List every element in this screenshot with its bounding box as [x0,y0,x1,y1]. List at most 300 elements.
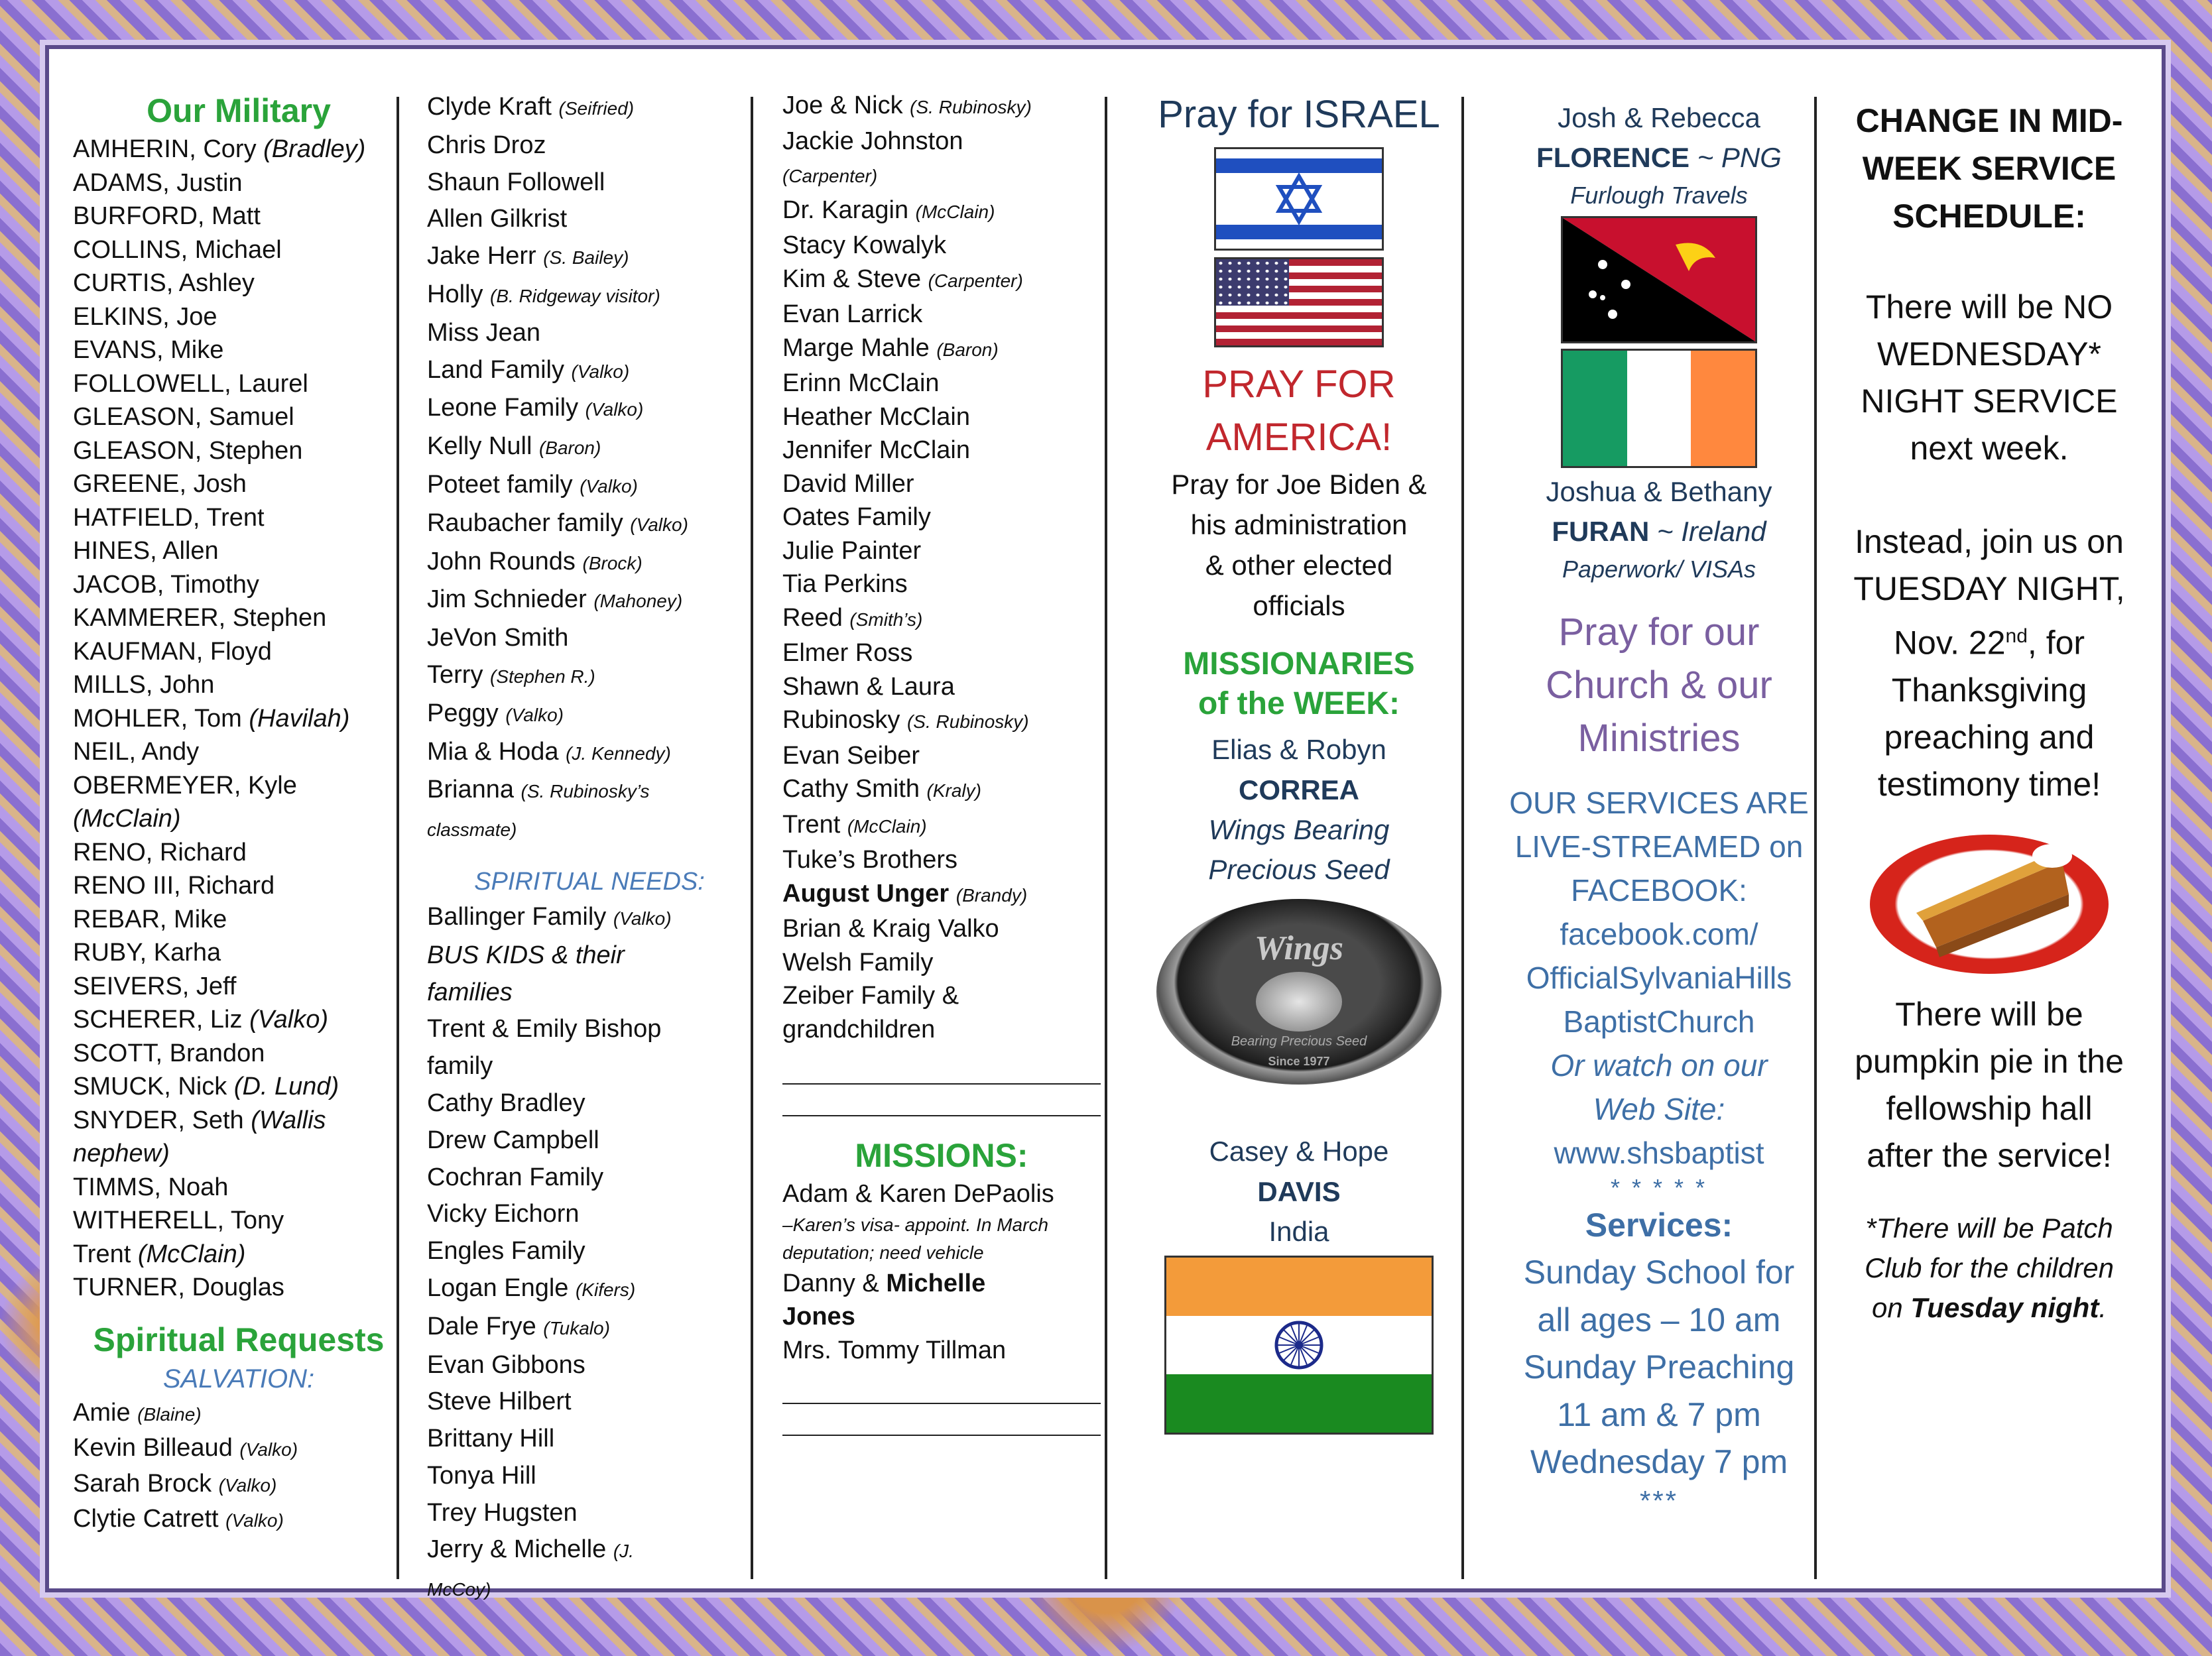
list-item [73,1431,404,1467]
text-line: NIGHT SERVICE [1861,383,2118,420]
badge-top-text: Wings [1255,929,1343,967]
florence-names: Josh & Rebecca [1558,102,1760,133]
list-item-name: OBERMEYER, Kyle [73,771,297,799]
list-item-name: Ballinger Family [427,902,613,931]
list-item [427,1270,752,1309]
list-item [73,1204,404,1238]
text-line: all ages – 10 am [1537,1301,1781,1338]
list-item [782,263,1101,298]
list-item [782,877,1101,913]
list-item [782,89,1101,125]
text-line: Ministries [1577,717,1741,760]
list-item-note: (McClain) [73,805,181,833]
florence-surname: FLORENCE [1536,142,1690,173]
list-item-name: Logan Engle [427,1273,576,1302]
list-item-name: SEIVERS, Jeff [73,972,237,1000]
list-item [427,428,752,467]
list-item [73,1070,404,1104]
list-item-name: AMHERIN, Cory [73,135,264,163]
israel-america-column [1123,91,1475,1562]
text-line: There will be NO [1865,288,2113,325]
text-line: OfficialSylvaniaHills [1526,961,1792,995]
bulletin-page [49,49,2162,1600]
list-item-note: (Stephen R.) [490,666,595,687]
list-item-name: Brittany Hill [427,1425,555,1453]
list-item [73,970,404,1004]
list-item-name: Chris Droz [427,131,546,159]
list-item-note: nephew) [73,1140,170,1167]
furan-note: Paperwork/ VISAs [1562,556,1756,583]
list-item-name: families [427,978,513,1006]
list-item-name: Trent & Emily Bishop [427,1015,662,1043]
list-item [782,434,1101,467]
list-item-name: Vicky Eichorn [427,1200,580,1228]
military-title: Our Military [147,92,331,129]
list-item-note: (Havilah) [249,704,350,733]
list-item [782,1013,1101,1047]
list-item [427,657,752,695]
schedule-change-title [1837,97,2142,240]
list-item-name: Kelly Null [427,432,539,461]
list-item [73,1171,404,1205]
list-item-name: Kevin Billeaud [73,1434,240,1462]
list-item [782,979,1101,1013]
png-flag [1561,216,1757,343]
pray-america-2: AMERICA! [1205,416,1392,459]
list-item-name: Rubinosky [782,706,907,734]
list-item [427,772,752,810]
list-item-name: TURNER, Douglas [73,1273,284,1301]
furan-surname: FURAN [1552,516,1650,547]
missionaries-services-column [1487,98,1831,1562]
note-bold: Tuesday night [1910,1291,2099,1323]
list-item [427,89,752,127]
list-item-note: (Brandy) [955,884,1028,906]
list-item-note: (Brock) [582,552,643,573]
tuesday-date-tail: , for [2027,624,2085,662]
florence-place: ~ PNG [1690,142,1782,173]
davis-names: Casey & Hope [1209,1136,1389,1167]
text-line: Web Site: [1593,1092,1725,1126]
text-line: Sunday School for [1523,1254,1795,1291]
missions-title: MISSIONS: [855,1137,1028,1174]
mission-jones-last: Jones [782,1303,855,1331]
list-item [73,1396,404,1432]
list-item-note: (Seifried) [558,98,635,119]
list-item [782,331,1101,367]
list-item [73,1003,404,1037]
list-item [427,975,752,1012]
list-item-name: Shawn & Laura [782,672,955,701]
list-item-name: Erinn McClain [782,369,940,397]
list-item [73,501,404,535]
list-item-note: (Valko) [571,361,630,382]
list-item-note: (S. Bailey) [543,247,629,268]
list-item [427,1309,752,1347]
badge-mid-text: Bearing Precious Seed [1231,1034,1367,1049]
text-line: Instead, join us on [1855,523,2124,560]
list-item [427,276,752,315]
column-divider [751,97,753,1579]
list-item-name: Welsh Family [782,948,934,976]
list-item-note: (Valko) [585,399,644,420]
list-item-name: Jake Herr [427,242,544,270]
column-divider [1105,97,1107,1579]
list-item [427,695,752,734]
list-item-note: (Carpenter) [928,270,1023,291]
list-item [427,238,752,276]
blank-line [782,1408,1101,1436]
list-item-name: KAUFMAN, Floyd [73,637,272,666]
list-item-note: (McClain) [915,201,995,222]
list-item-name: HINES, Allen [73,537,219,565]
list-item-name: Land Family [427,355,572,384]
list-item-name: Kim & Steve [782,265,928,293]
list-item-name: David Miller [782,469,914,498]
column-divider [397,97,399,1579]
list-item [427,505,752,544]
usa-canton [1216,259,1289,306]
list-item-name: Mia & Hoda [427,737,566,766]
list-item [427,1384,752,1421]
list-item [427,390,752,428]
end-stars: *** [1639,1484,1679,1516]
list-item-note: (Blaine) [137,1403,202,1425]
list-item-name: TIMMS, Noah [73,1173,229,1201]
list-item [427,1159,752,1197]
list-item [73,769,404,803]
mission-depaolis-note: –Karen’s visa- appoint. In March [782,1214,1049,1235]
wings-line-2: Precious Seed [1208,854,1390,885]
list-item-name: Drew Campbell [427,1126,599,1154]
list-item-name: Cochran Family [427,1163,604,1191]
list-item-name: Shaun Followell [427,168,605,196]
list-item [782,703,1101,739]
text-line: pumpkin pie in the [1855,1042,2124,1080]
list-item-note: (D. Lund) [233,1073,339,1100]
list-item [73,802,404,836]
text-line: WEEK SERVICE [1862,150,2117,187]
list-item [782,158,1101,194]
correa-surname: CORREA [1238,774,1359,805]
list-item [73,903,404,937]
list-item [782,601,1101,637]
list-item-name: COLLINS, Michael [73,235,282,264]
list-item-name: Clytie Catrett [73,1505,226,1533]
list-item [73,601,404,635]
list-item [73,1271,404,1305]
list-item-name: KAMMERER, Stephen [73,604,327,632]
list-item [73,300,404,334]
list-item-name: Trent [782,810,847,839]
list-item-name: August Unger [782,879,956,908]
text-line: FACEBOOK: [1571,873,1747,908]
list-item [427,1458,752,1495]
list-item-name: grandchildren [782,1015,936,1043]
list-item-name: Marge Mahle [782,333,937,362]
no-wednesday-notice [1837,284,2142,472]
list-item [73,166,404,200]
list-item-name: Tuke’s Brothers [782,846,957,874]
list-item-name: NEIL, Andy [73,738,200,766]
pie-slice-icon [1863,821,2115,980]
list-item [73,133,404,166]
list-item-name: Engles Family [427,1237,585,1266]
list-item-name: Joe & Nick [782,91,910,119]
list-item-name: SNYDER, Seth [73,1106,251,1134]
salvation-list [73,1396,404,1538]
list-item-name: Zeiber Family & [782,982,959,1010]
list-item [73,400,404,434]
text-line: 11 am & 7 pm [1557,1395,1761,1433]
list-item [782,367,1101,400]
spiritual-requests-title: Spiritual Requests [93,1321,385,1358]
list-item [427,581,752,620]
military-column [73,89,404,1562]
list-item-name: Brian & Kraig Valko [782,915,999,943]
text-line: Thanksgiving [1891,671,2087,709]
column-divider [1461,97,1464,1579]
wings-badge-logo [1156,899,1442,1085]
list-item-name: BUS KIDS & their [427,941,625,969]
list-item-note: (J. Kennedy) [566,742,671,764]
list-item-name: Jackie Johnston [782,127,963,155]
list-item-name: Sarah Brock [73,1469,219,1498]
list-item [427,734,752,772]
list-item-name: Poteet family [427,470,580,499]
list-item-name: GLEASON, Stephen [73,436,303,465]
list-item-name: REBAR, Mike [73,905,227,933]
text-line: testimony time! [1877,765,2101,803]
list-item [427,1048,752,1085]
list-item [73,1238,404,1272]
list-item [73,434,404,468]
list-item [427,937,752,975]
list-item [427,1122,752,1159]
list-item-name: Trey Hugsten [427,1498,578,1527]
list-item-name: Clyde Kraft [427,93,559,121]
list-item-name: Holly [427,280,491,308]
list-item-name: Miss Jean [427,318,541,347]
pumpkin-pie-image [1863,821,2115,980]
list-item-name: GREENE, Josh [73,470,247,498]
list-item [73,1467,404,1503]
list-item [782,125,1101,158]
wings-line-1: Wings Bearing [1208,814,1390,845]
list-item [427,164,752,202]
text-line: TUESDAY NIGHT, [1853,570,2125,607]
list-item [73,702,404,736]
list-item-note: (Valko) [218,1474,277,1496]
list-item-name: Jim Schnieder [427,585,594,614]
mission-depaolis-note: deputation; need vehicle [782,1242,984,1263]
list-item-note: (McClain) [847,815,927,837]
text-line: facebook.com/ [1560,917,1758,951]
list-item [782,400,1101,434]
furan-names: Joshua & Bethany [1546,476,1772,507]
list-item [427,201,752,238]
chakra-icon [1272,1319,1325,1372]
text-line: There will be [1895,995,2083,1033]
furan-place: ~ Ireland [1649,516,1766,547]
tuesday-date [1837,613,2142,667]
biden-prayer [1123,464,1475,626]
list-item-name: Oates Family [782,503,931,531]
list-item-name: Reed [782,603,850,632]
text-line: SCHEDULE: [1892,198,2086,235]
list-item [427,810,752,849]
list-item-name: Dale Frye [427,1312,544,1340]
blank-line [782,1057,1101,1085]
list-item-name: EVANS, Mike [73,336,224,364]
pray-israel: Pray for ISRAEL [1158,93,1440,136]
mission-tillman: Mrs. Tommy Tillman [782,1336,1007,1364]
list-item [782,298,1101,331]
list-item [73,836,404,870]
list-item-name: Terry [427,660,490,689]
list-item-note: (Kifers) [575,1279,636,1300]
stars-divider: * * * * * [1610,1174,1708,1201]
list-item [427,467,752,505]
tuesday-date-text: Nov. 22 [1893,624,2006,662]
tuesday-notice [1837,518,2142,613]
prayer-column-3 [782,89,1101,1562]
list-item [427,1011,752,1048]
list-item [782,739,1101,773]
text-line: next week. [1910,430,2069,467]
list-item-name: GLEASON, Samuel [73,403,294,431]
note-end: . [2099,1291,2107,1323]
spiritual-needs-list [427,899,752,1608]
usa-flag [1214,257,1384,347]
list-item-name: ADAMS, Justin [73,168,243,197]
text-line: Pray for Joe Biden & [1171,469,1427,500]
text-line: Sunday Preaching [1523,1348,1795,1386]
services-title: Services: [1585,1207,1733,1244]
list-item-note: (Valko) [505,704,564,725]
list-item-name: WITHERELL, Tony [73,1207,284,1234]
list-item-name: RENO III, Richard [73,872,275,900]
list-item [73,568,404,602]
list-item [782,636,1101,670]
list-item [427,1085,752,1122]
text-line: OUR SERVICES ARE [1509,786,1809,820]
list-item-note: (Tukalo) [543,1317,610,1338]
list-item-name: MOHLER, Tom [73,704,249,733]
pray-church [1487,606,1831,765]
list-item-name: family [427,1052,493,1081]
list-item-note: (Mahoney) [593,591,683,612]
list-item [73,1137,404,1171]
davis-country: India [1268,1216,1329,1247]
list-item [782,912,1101,946]
list-item-name: Steve Hilbert [427,1388,572,1416]
list-item-note: (Smith’s) [849,609,923,630]
blank-line [782,1376,1101,1404]
list-item-name: Amie [73,1398,138,1427]
list-item-name: Jennifer McClain [782,436,970,464]
list-item [73,266,404,300]
list-item-note: (S. Rubinosky) [906,711,1029,732]
list-item-name: Trent [73,1240,138,1268]
list-item [73,200,404,233]
list-item-note: (Valko) [239,1439,298,1460]
list-item [73,534,404,568]
text-line: CHANGE IN MID- [1855,102,2123,139]
text-line: Pray for our [1558,611,1760,654]
list-item [73,668,404,702]
israel-flag [1214,147,1384,251]
list-item-note: (S. Rubinosky’s [521,781,650,802]
text-line: BaptistChurch [1563,1004,1755,1039]
list-item [73,233,404,267]
list-item [782,946,1101,980]
text-line: Church & our [1546,664,1772,707]
list-item-note: classmate) [427,819,517,841]
list-item [73,333,404,367]
blank-line [782,1089,1101,1116]
furan-line [1487,512,1831,552]
list-item [782,194,1101,229]
website-url[interactable]: www.shsbaptist [1554,1136,1764,1170]
list-item [782,843,1101,877]
text-line: preaching and [1884,718,2095,756]
list-item-note: (Kraly) [926,780,981,801]
missionaries-week-1: MISSIONARIES [1183,646,1415,681]
list-item-name: Brianna [427,776,521,804]
list-item-note: (Bradley) [263,135,366,163]
list-item-name: Cathy Bradley [427,1089,585,1117]
column-divider [1814,97,1817,1579]
spiritual-needs-label: SPIRITUAL NEEDS: [474,867,705,896]
website-info [1487,1043,1831,1131]
list-item-name: Allen Gilkrist [427,205,568,233]
list-item-note: McCoy) [427,1579,491,1600]
list-item-name: MILLS, John [73,671,215,699]
salvation-label: SALVATION: [162,1364,315,1393]
thanksgiving-notice [1837,667,2142,808]
list-item-name: Peggy [427,699,506,727]
list-item-name: John Rounds [427,547,583,575]
list-item [427,1421,752,1458]
list-item [73,735,404,769]
list-item [73,1104,404,1138]
list-item-note: (McClain) [137,1240,246,1268]
list-item-name: Evan Seiber [782,741,920,770]
list-item [73,1037,404,1071]
badge-bottom-text: Since 1977 [1268,1055,1330,1068]
text-line: fellowship hall [1886,1089,2093,1127]
text-line: Wednesday 7 pm [1530,1443,1788,1480]
text-line: his administration [1190,509,1408,540]
list-item-name: RENO, Richard [73,838,247,866]
list-item [427,127,752,164]
india-flag [1164,1256,1434,1435]
list-item-name: BURFORD, Matt [73,202,261,230]
prayer-list-2 [427,89,752,849]
list-item [782,501,1101,534]
military-list [73,133,404,1305]
date-suffix: nd [2005,625,2028,647]
list-item [427,620,752,657]
list-item-note: (Carpenter) [782,166,878,186]
list-item-note: (Valko) [613,908,672,929]
text-line: & other elected [1205,550,1393,581]
list-item-name: Elmer Ross [782,639,913,667]
ireland-flag [1561,349,1757,468]
list-item-name: SMUCK, Nick [73,1073,234,1100]
list-item-name: Heather McClain [782,402,970,431]
